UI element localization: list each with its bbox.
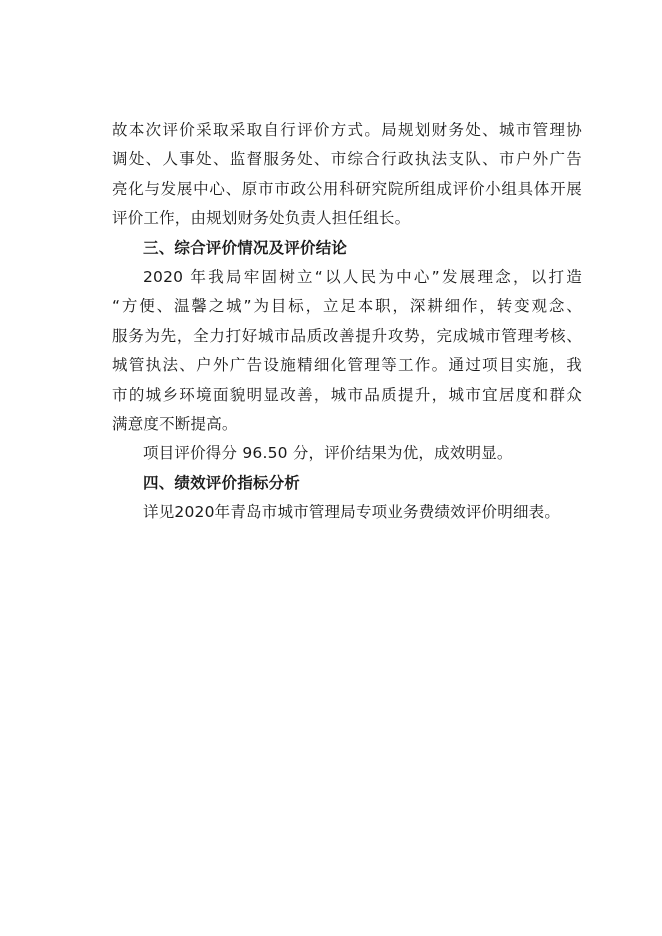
conclusion-line-2: “方便、温馨之城”为目标，立足本职，深耕细作，转变观念、	[112, 297, 582, 316]
intro-line-1: 故本次评价采取采取自行评价方式。局规划财务处、城市管理协	[112, 121, 582, 139]
intro-line-3: 亮化与发展中心、原市市政公用科研究院所组成评价小组具体开展	[112, 179, 582, 198]
conclusion-line-1: 2020 年我局牢固树立“以人民为中心”发展理念，以打造	[143, 267, 582, 286]
intro-line-4: 评价工作，由规划财务处负责人担任组长。	[112, 209, 411, 228]
score-paragraph: 项目评价得分 96.50 分，评价结果为优，成效明显。	[143, 444, 513, 463]
conclusion-line-3: 服务为先，全力打好城市品质改善提升攻势，完成城市管理考核、	[112, 326, 582, 345]
section-three-heading: 三、综合评价情况及评价结论	[143, 238, 348, 257]
conclusion-line-4: 城管执法、户外广告设施精细化管理等工作。通过项目实施，我	[112, 356, 582, 375]
section-three-paragraph-1	[112, 263, 582, 439]
section-four-heading: 四、绩效评价指标分析	[143, 473, 301, 492]
conclusion-line-6: 满意度不断提高。	[112, 414, 238, 433]
document-body	[112, 116, 582, 527]
section-four-paragraph: 详见2020年青岛市城市管理局专项业务费绩效评价明细表。	[143, 503, 561, 522]
intro-line-2: 调处、人事处、监督服务处、市综合行政执法支队、市户外广告	[112, 150, 582, 169]
intro-paragraph	[112, 116, 582, 234]
conclusion-line-5: 市的城乡环境面貌明显改善，城市品质提升，城市宜居度和群众	[112, 385, 582, 404]
